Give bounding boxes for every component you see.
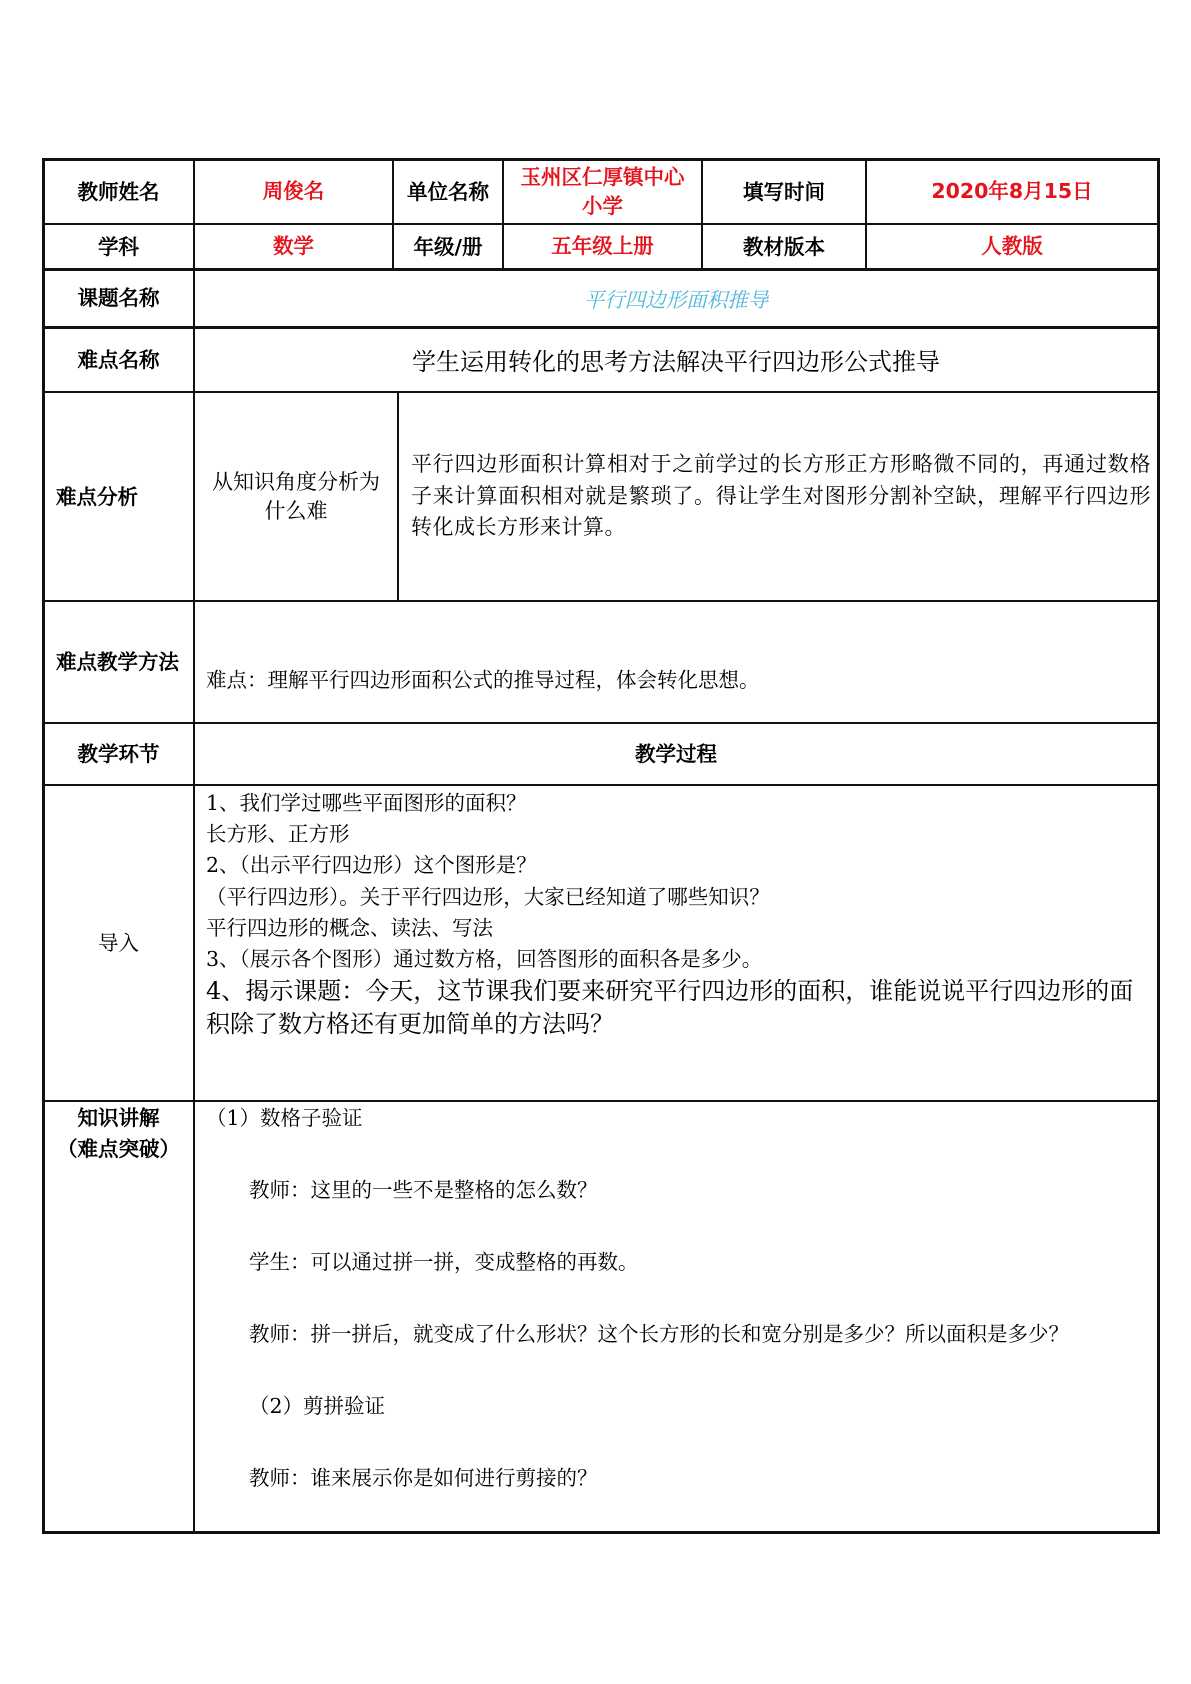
knowledge-line: （2）剪拼验证: [249, 1394, 386, 1418]
table-rule-horizontal: [43, 223, 1158, 225]
intro-line: （平行四边形）。关于平行四边形，大家已经知道了哪些知识？: [206, 884, 770, 909]
teacher-name-label: 教师姓名: [77, 179, 160, 204]
analysis-text: 平行四边形面积计算相对于之前学过的长方形正方形略微不同的，再通过数格子来计算面积相对就是繁琐了。得让学生对图形分割补空缺，理解平行四边形转化成长方形来计算。: [411, 452, 1151, 540]
table-rule-horizontal: [43, 600, 1158, 602]
knowledge-label-group: [51, 1103, 186, 1165]
topic-label: 课题名称: [77, 286, 160, 310]
intro-line: 长方形、正方形: [206, 822, 350, 847]
teacher-name-value: 周俊名: [262, 179, 325, 203]
subject-label: 学科: [98, 234, 139, 259]
knowledge-line: 教师：拼一拼后，就变成了什么形状？这个长方形的长和宽分别是多少？所以面积是多少？: [249, 1322, 1069, 1346]
table-rule-vertical: [193, 159, 195, 269]
knowledge-line: 学生：可以通过拼一拼，变成整格的再数。: [249, 1250, 639, 1274]
grade-label: 年级/册: [413, 234, 483, 259]
table-rule-horizontal: [43, 784, 1158, 786]
method-label: 难点教学方法: [56, 650, 179, 674]
knowledge-line: （1）数格子验证: [206, 1106, 363, 1130]
subject-value: 数学: [273, 234, 314, 258]
intro-line: 1、我们学过哪些平面图形的面积？: [206, 791, 527, 815]
table-rule-vertical: [502, 159, 504, 269]
unit-name-value: 玉州区仁厚镇中心小学: [520, 164, 685, 218]
knowledge-label-cell: [43, 1101, 194, 1532]
knowledge-line: 教师：谁来展示你是如何进行剪接的？: [249, 1466, 598, 1490]
table-border-left: [42, 158, 45, 1534]
method-cell: [194, 601, 1158, 723]
table-border-top: [42, 158, 1160, 161]
table-border-right: [1157, 158, 1160, 1534]
analysis-aspect: 从知识角度分析为什么难: [212, 469, 380, 523]
process-header: 教学过程: [635, 742, 717, 766]
knowledge-line: 教师：这里的一些不是整格的怎么数？: [249, 1178, 598, 1202]
intro-line: 2、（出示平行四边形）这个图形是？: [206, 853, 537, 878]
method-text: 难点：理解平行四边形面积公式的推导过程，体会转化思想。: [206, 668, 760, 692]
analysis-cell: [398, 392, 1158, 601]
knowledge-lines: [206, 1103, 1146, 1494]
table-rule-vertical: [392, 159, 394, 269]
intro-label: 导入: [98, 930, 139, 955]
fill-time-value: 2020年8月15日: [931, 179, 1093, 203]
knowledge-sub-label: （难点突破）: [57, 1137, 180, 1161]
table-rule-vertical: [193, 269, 196, 1532]
table-rule-vertical: [397, 392, 400, 601]
intro-line: 3、（展示各个图形）通过数方格，回答图形的面积各是多少。: [206, 947, 763, 972]
table-border-bottom: [42, 1531, 1160, 1534]
table-rule-horizontal: [43, 722, 1158, 724]
textbook-value: 人教版: [981, 234, 1043, 258]
analysis-label: 难点分析: [56, 484, 138, 509]
table-rule-vertical: [865, 159, 867, 269]
fill-time-label: 填写时间: [743, 179, 825, 204]
intro-line-highlight: 4、揭示课题：今天，这节课我们要来研究平行四边形的面积，谁能说说平行四边形的面积除了数方格还有更加简单的方法吗？: [206, 977, 1134, 1038]
table-rule-horizontal: [43, 391, 1158, 394]
knowledge-label: 知识讲解: [77, 1106, 160, 1130]
textbook-label: 教材版本: [743, 234, 825, 259]
stage-header: 教学环节: [77, 742, 160, 766]
table-rule-horizontal: [43, 1100, 1158, 1102]
knowledge-cell: [194, 1101, 1158, 1532]
difficulty-label: 难点名称: [77, 347, 160, 372]
intro-lines: [206, 788, 1143, 1040]
grade-value: 五年级上册: [551, 234, 654, 258]
topic-value: 平行四边形面积推导: [583, 288, 769, 312]
table-rule-horizontal: [43, 268, 1158, 271]
unit-name-label: 单位名称: [407, 179, 489, 204]
intro-cell: [194, 785, 1158, 1101]
difficulty-value: 学生运用转化的思考方法解决平行四边形公式推导: [412, 348, 940, 376]
intro-line: 平行四边形的概念、读法、写法: [206, 915, 493, 940]
table-rule-horizontal: [43, 326, 1158, 329]
table-rule-vertical: [701, 159, 703, 269]
